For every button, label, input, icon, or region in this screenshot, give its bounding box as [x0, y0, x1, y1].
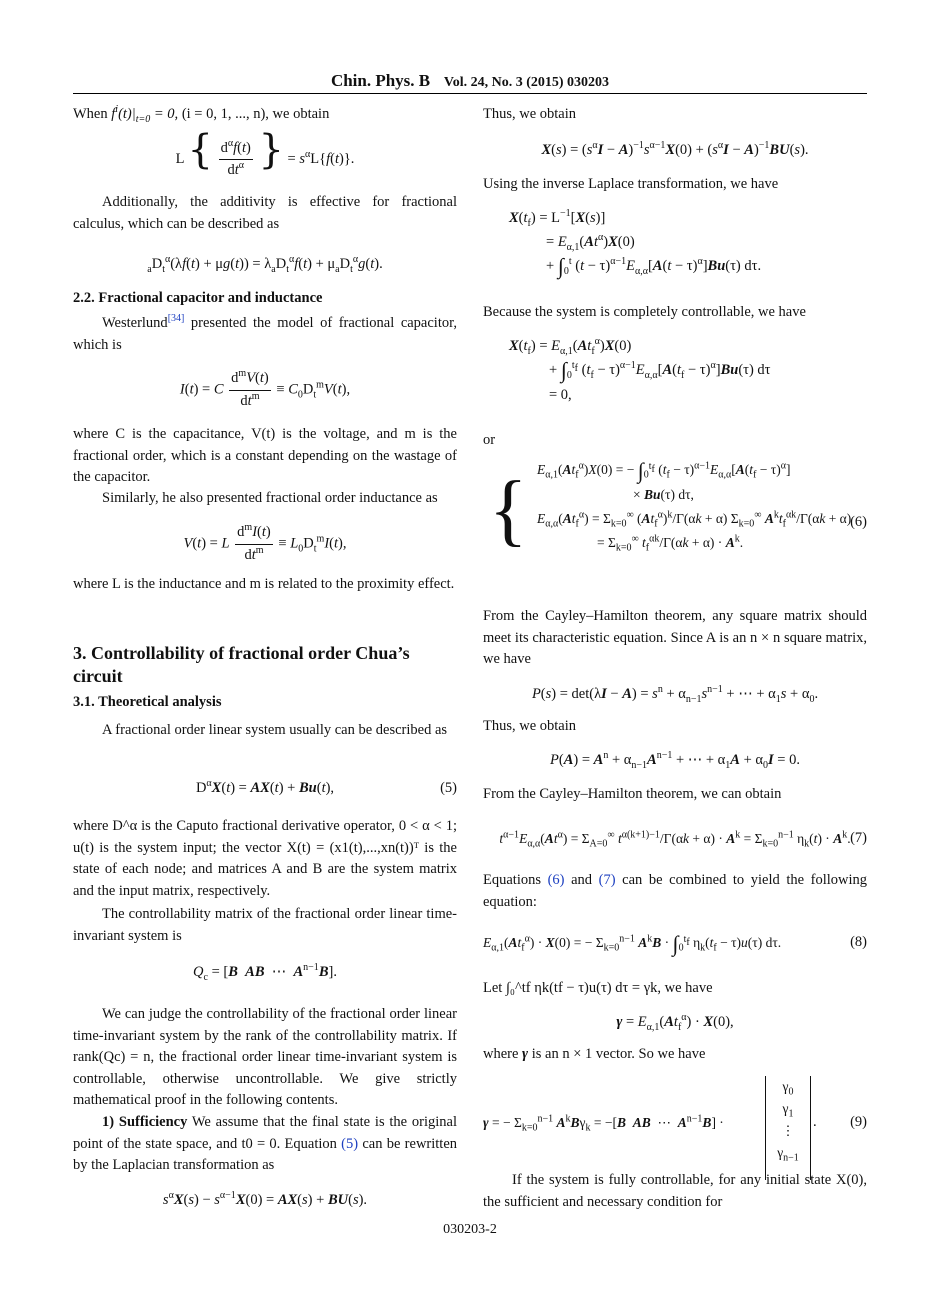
when-line: When $f^i(t)|_{t=0} = 0$, (i = 0, 1, ..., n), we obtain [73, 104, 330, 125]
linear-system-paragraph: A fractional order linear system usually can be described as [102, 722, 448, 738]
because-paragraph: Because the system is completely controllable, we have [483, 304, 806, 320]
thus-2: Thus, we obtain [483, 718, 577, 734]
eq8: $E_{\alpha,1}(At_f^\alpha) \cdot X(0)$ = − $\Sigma_{k=0}^{n-1}$ $A^kB \cdot \int_0^{t_f}$ $\eta_k(t_f - \tau)u(\tau)$ dτ. (8) [483, 931, 867, 957]
header-rule [73, 93, 867, 94]
laplace-transformed-eq: $s^\alpha X(s) - s^{\alpha-1}X(0) = AX(s) + BU(s)$. [162, 1190, 368, 1208]
inductance-eq: V(t) = L $\frac{d^mI(t)}{dt^m}$ ≡ $L_0D_t^mI(t)$, [183, 522, 347, 563]
sufficiency-text-b: can be rewritten by the Laplacian transformation as [73, 1135, 458, 1174]
left-column [73, 104, 457, 1214]
eq5-link[interactable]: (5) [341, 1135, 359, 1152]
sufficiency-paragraph [73, 1112, 457, 1177]
eq6-number: (6) [850, 514, 867, 530]
eq9: γ = − $\Sigma_{k=0}^{n-1}$ $A^kB\gamma_k = -[B$ AB ⋯ $A^{n-1}B$] · $\gamma_0$ $\gamma_1$ ⋮ $\gamma_{n-1}$ . (9) [483, 1076, 867, 1184]
equations-paragraph [483, 870, 867, 913]
section-3-heading: 3. Controllability of fractional order Chua’s circuit [73, 643, 410, 686]
page-number: 030203-2 [443, 1222, 497, 1237]
inverse-paragraph: Using the inverse Laplace transformation, we have [483, 176, 779, 192]
where-vec-text-b: is an n × 1 vector. So we have [531, 1046, 706, 1062]
cayley-hamilton-eq: $P(A) = A^n + \alpha_{n-1}A^{n-1}$ + ⋯ + $\alpha_1A + \alpha_0I = 0$. [550, 750, 800, 771]
inverse-eq: $X(t_f) = L^{-1}[X(s)]$ = $E_{\alpha,1}(At^\alpha)X(0)$ + $\int_0^t$ $(t - \tau)^{\alpha-1}E_{\alpha,\alpha}[A(t - \tau)^\alpha]Bu(\tau)$ dτ. [509, 208, 762, 279]
sufficiency-text: We assume that the final state is the original point of the state space, and t0 = 0. Equation [73, 1114, 457, 1152]
characteristic-eq: $P(s) = \det(\lambda I - A) = s^n + \alpha_{n-1}s^{n-1}$ + ⋯ + $\alpha_1s + \alpha_0$. [531, 684, 819, 705]
where-vec-paragraph: where γ is an n × 1 vector. So we have [483, 1046, 706, 1062]
cayley2-paragraph: From the Cayley–Hamilton theorem, we can obtain [483, 786, 782, 802]
sufficiency-label: 1) Sufficiency [102, 1114, 188, 1130]
additivity-paragraph: Additionally, the additivity is effective for fractional calculus, which can be described as [73, 194, 457, 232]
or-text: or [483, 432, 496, 448]
eq6: { $E_{\alpha,1}(At_f^\alpha)X(0)$ = − $\int_0^{t_f}$ $(t_f - \tau)^{\alpha-1}E_{\alpha,\alpha}[A(t_f - \tau)^\alpha]$ × Bu(τ) dτ, $E_{\alpha,\alpha}(At_f^\alpha) = \Sigma_{k=0}^\infty$ $(At_f^\alpha)^k/\Gamma(\alpha k + \alpha)$ $\Sigma_{k=0}^\infty$ $A^kt_f^{\alpha k}/\Gamma(\alpha k + \alpha)$ = $\Sigma_{k=0}^\infty$ $t_f^{\alpha k}/\Gamma(\alpha k + \alpha) \cdot A^k$. (6) [483, 452, 867, 596]
equations-and: and [571, 872, 593, 888]
westerlund-text-b: presented the model of fractional capacitor, which is [73, 315, 457, 353]
inductance-paragraph: where L is the inductance and m is related to the proximity effect. [73, 576, 455, 592]
if-paragraph: If the system is fully controllable, for any initial state X(0), the sufficient and necessary condition for [483, 1172, 867, 1210]
let-paragraph: Let ∫₀^tf ηk(tf − τ)u(τ) dτ = γk, we have [483, 980, 713, 996]
westerlund-text: Westerlund [102, 315, 168, 331]
eq5-number: (5) [440, 780, 457, 796]
journal-name: Chin. Phys. B [330, 71, 431, 90]
eq9-number: (9) [850, 1114, 867, 1130]
journal-meta: Vol. 24, No. 3 (2015) 030203 [443, 75, 610, 90]
controllability-matrix-eq: $Q_c = [B$ AB ⋯ $A^{n-1}B$]. [193, 962, 337, 983]
gamma-vector: $\gamma_0$ $\gamma_1$ ⋮ $\gamma_{n-1}$ [765, 1076, 811, 1180]
xs-eq: $X(s) = (s^\alpha I - A)^{-1}s^{\alpha-1}X(0) + (s^\alpha I - A)^{-1}BU(s)$. [541, 140, 809, 158]
when-text: When [73, 106, 108, 122]
capacitor-eq: I(t) = C $\frac{d^mV(t)}{dt^m}$ ≡ $C_0D_t^mV(t)$, [179, 368, 351, 409]
caputo-paragraph: where D^α is the Caputo fractional derivative operator, 0 < α < 1; u(t) is the system input; the vector X(t) = (x1(t),...,xn(t))ᵀ is the state of each node; and matrices A and B are the system matrix and the input matrix, respectively. [73, 818, 457, 899]
thus-1: Thus, we obtain [483, 106, 577, 122]
eq7-link[interactable]: (7) [598, 872, 616, 888]
eq7: $t^{\alpha-1}E_{\alpha,\alpha}(At^\alpha) = \Sigma_{A=0}^\infty$ $t^{\alpha(k+1)-1}/\Gamma(\alpha k + \alpha) \cdot A^k = \Sigma_{k=0}^{n-1}$ $\eta_k(t) \cdot A^k$. (7) [499, 829, 867, 850]
eq7-number: (7) [850, 830, 867, 846]
right-column [483, 104, 867, 1214]
equations-text: Equations [483, 872, 541, 888]
ref-34-link[interactable]: [34] [167, 313, 185, 325]
eq5: $D^\alpha X(t) = AX(t) + Bu(t)$, (5) [73, 778, 457, 800]
running-header [73, 71, 867, 93]
eq6-brace: { [489, 466, 528, 554]
capacitance-paragraph: where C is the capacitance, V(t) is the voltage, and m is the fractional order, which is a constant depending on the wastage of the capacitor. [73, 426, 457, 486]
when-cond: (i = 0, 1, ..., n), we obtain [181, 106, 330, 122]
additivity-eq: $_aD_t^\alpha(\lambda f(t) + \mu g(t)) = \lambda_aD_t^\alpha f(t) + \mu_aD_t^\alpha g(t)$. [147, 254, 383, 275]
where-vec-text: where [483, 1046, 519, 1062]
westerlund-paragraph [73, 313, 457, 356]
inductance-intro: Similarly, he also presented fractional order inductance as [102, 490, 438, 506]
cayley-paragraph: From the Cayley–Hamilton theorem, any square matrix should meet its characteristic equation. Since A is an n × n square matrix, we have [483, 608, 867, 668]
gamma-eq: $\gamma = E_{\alpha,1}(At_f^\alpha) \cdot X(0)$, [616, 1012, 734, 1033]
controllability-intro: The controllability matrix of the fractional order linear time-invariant system is [73, 906, 457, 944]
section-2-2-heading: 2.2. Fractional capacitor and inductance [73, 290, 323, 306]
controllable-eq: $X(t_f) = E_{\alpha,1}(At_f^\alpha)X(0)$ + $\int_0^{t_f}$ $(t_f - \tau)^{\alpha-1}E_{\alpha,\alpha}[A(t_f - \tau)^\alpha]Bu(\tau)$ dτ = 0, [509, 336, 771, 403]
eq6-link[interactable]: (6) [547, 872, 565, 888]
laplace-eq: L { $\frac{d^\alpha f(t)}{dt^\alpha}$ } = $s^\alpha L\{f(t)\}$. [175, 127, 355, 179]
eq8-number: (8) [850, 934, 867, 950]
judge-paragraph: We can judge the controllability of the fractional order linear time-invariant system by the rank of the controllability matrix. If rank(Qc) = n, the fractional order linear time-invariant system is controllable, otherwise uncontrollable. We give strictly mathematical proof in the following contents. [73, 1006, 457, 1109]
equations-text-b: can be combined to yield the following equation: [483, 872, 868, 910]
section-3-1-heading: 3.1. Theoretical analysis [73, 694, 222, 710]
